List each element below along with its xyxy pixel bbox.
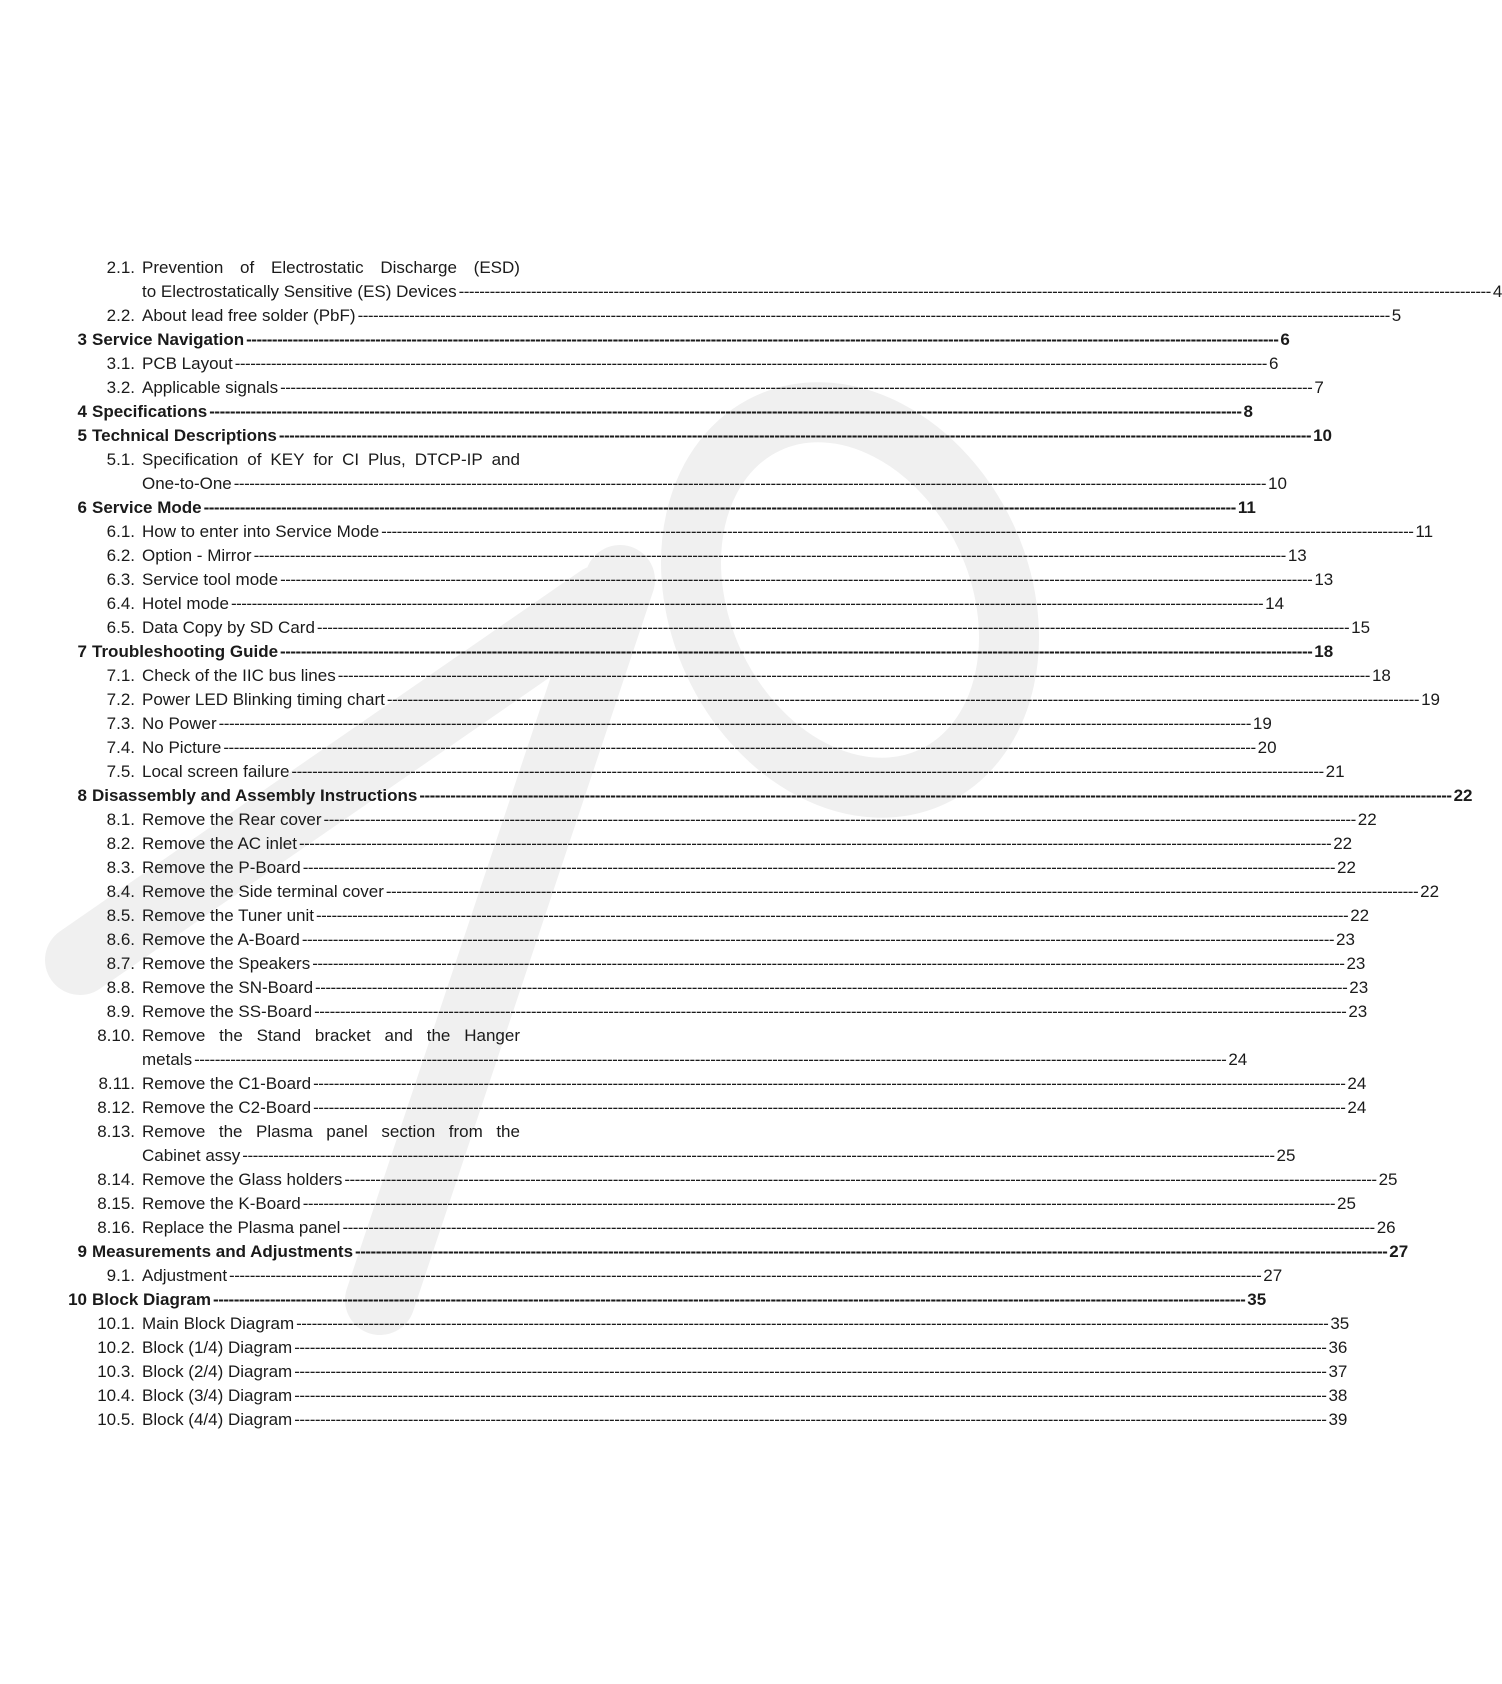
toc-entry-number: 8.12. <box>97 1098 135 1117</box>
toc-entry-title: Service tool mode <box>142 570 279 589</box>
toc-subsection-row[interactable] <box>60 520 1434 544</box>
toc-page-number: 18 <box>1371 666 1391 685</box>
leader-dashes: -------------------------------------------------------------------------------------------------------------------------------------------------------------------------------------------------------- <box>209 402 1242 421</box>
toc-page-number: 4 <box>1492 282 1502 301</box>
toc-entry-number: 8.13. <box>97 1122 135 1141</box>
toc-section-row[interactable] <box>60 328 1290 352</box>
toc-entry-number: 8.10. <box>97 1026 135 1045</box>
toc-page-number: 14 <box>1265 594 1285 613</box>
toc-section-row[interactable] <box>60 1240 1409 1264</box>
toc-subsection-row[interactable] <box>60 664 1391 688</box>
toc-page-number: 5 <box>1391 306 1402 325</box>
leader-dashes: -------------------------------------------------------------------------------------------------------------------------------------------------------------------------------------------------------- <box>246 330 1279 349</box>
toc-page-number: 22 <box>1453 786 1473 805</box>
toc-page-number: 27 <box>1389 1242 1409 1261</box>
leader-dashes: -------------------------------------------------------------------------------------------------------------------------------------------------------------------------------------------------------- <box>298 834 1332 853</box>
toc-entry-title: Remove the Glass holders <box>142 1170 343 1189</box>
leader-dashes: -------------------------------------------------------------------------------------------------------------------------------------------------------------------------------------------------------- <box>302 858 1335 877</box>
toc-page-number: 23 <box>1346 954 1366 973</box>
toc-subsection-row[interactable] <box>60 280 1502 304</box>
toc-entry-title: Block (3/4) Diagram <box>142 1386 293 1405</box>
toc-entry-title: Troubleshooting Guide <box>92 642 279 661</box>
toc-subsection-row[interactable] <box>60 1120 562 1144</box>
toc-subsection-row[interactable] <box>60 1024 562 1048</box>
toc-subsection-row[interactable] <box>60 928 1355 952</box>
toc-entry-number: 8.15. <box>97 1194 135 1213</box>
toc-section-row[interactable] <box>60 1288 1267 1312</box>
toc-page-number: 6 <box>1268 354 1279 373</box>
leader-dashes: -------------------------------------------------------------------------------------------------------------------------------------------------------------------------------------------------------- <box>294 1362 1327 1381</box>
toc-entry-title: Technical Descriptions <box>92 426 277 445</box>
leader-dashes: -------------------------------------------------------------------------------------------------------------------------------------------------------------------------------------------------------- <box>229 1266 1262 1285</box>
toc-subsection-row[interactable] <box>60 1384 1348 1408</box>
toc-entry-title: metals <box>142 1050 193 1069</box>
toc-entry-title: Remove the C2-Board <box>142 1098 312 1117</box>
leader-dashes: -------------------------------------------------------------------------------------------------------------------------------------------------------------------------------------------------------- <box>280 570 1313 589</box>
toc-page-number: 22 <box>1336 858 1356 877</box>
toc-subsection-row[interactable] <box>60 1360 1348 1384</box>
toc-entry-title: Local screen failure <box>142 762 290 781</box>
toc-subsection-row[interactable] <box>60 1096 1367 1120</box>
toc-page-number: 13 <box>1287 546 1307 565</box>
toc-page-number: 15 <box>1351 618 1371 637</box>
toc-entry-number: 8.2. <box>106 834 135 853</box>
toc-entry-title: Remove the K-Board <box>142 1194 301 1213</box>
toc-entry-title: Remove the AC inlet <box>142 834 297 853</box>
toc-page-number: 7 <box>1314 378 1324 397</box>
leader-dashes: -------------------------------------------------------------------------------------------------------------------------------------------------------------------------------------------------------- <box>234 354 1267 373</box>
toc-subsection-row[interactable] <box>60 1264 1283 1288</box>
toc-entry-number: 6.4. <box>106 594 135 613</box>
toc-section-row[interactable] <box>60 400 1253 424</box>
toc-entry-number: 8.7. <box>106 954 135 973</box>
toc-page-number: 21 <box>1325 762 1345 781</box>
toc-page-number: 36 <box>1328 1338 1348 1357</box>
toc-page-number: 8 <box>1243 402 1253 421</box>
toc-subsection-row[interactable] <box>60 544 1307 568</box>
leader-dashes: -------------------------------------------------------------------------------------------------------------------------------------------------------------------------------------------------------- <box>316 618 1350 637</box>
toc-entry-number: 2.2. <box>106 306 135 325</box>
toc-entry-number: 8.6. <box>106 930 135 949</box>
toc-subsection-row[interactable] <box>60 1192 1356 1216</box>
leader-dashes: -------------------------------------------------------------------------------------------------------------------------------------------------------------------------------------------------------- <box>301 930 1335 949</box>
toc-page-number: 25 <box>1378 1170 1398 1189</box>
toc-entry-title: Specifications <box>92 402 208 421</box>
toc-entry-title: Remove the A-Board <box>142 930 300 949</box>
toc-subsection-row[interactable] <box>60 856 1356 880</box>
toc-entry-title: Data Copy by SD Card <box>142 618 315 637</box>
leader-dashes: -------------------------------------------------------------------------------------------------------------------------------------------------------------------------------------------------------- <box>296 1314 1329 1333</box>
toc-entry-title: Block Diagram <box>92 1290 212 1309</box>
leader-dashes: -------------------------------------------------------------------------------------------------------------------------------------------------------------------------------------------------------- <box>253 546 1286 565</box>
toc-page-number: 11 <box>1415 522 1434 541</box>
toc-page-number: 18 <box>1314 642 1334 661</box>
toc-page-number: 22 <box>1357 810 1377 829</box>
toc-entry-title: Measurements and Adjustments <box>92 1242 354 1261</box>
toc-entry-number: 6 <box>77 498 87 517</box>
toc-entry-number: 10 <box>68 1290 87 1309</box>
toc-entry-title: Service Navigation <box>92 330 245 349</box>
toc-subsection-row[interactable] <box>60 592 1285 616</box>
toc-subsection-row[interactable] <box>60 1000 1368 1024</box>
toc-entry-number: 10.5. <box>97 1410 135 1429</box>
leader-dashes: -------------------------------------------------------------------------------------------------------------------------------------------------------------------------------------------------------- <box>419 786 1452 805</box>
leader-dashes: -------------------------------------------------------------------------------------------------------------------------------------------------------------------------------------------------------- <box>242 1146 1275 1165</box>
toc-page-number: 23 <box>1349 978 1369 997</box>
toc-subsection-row[interactable] <box>60 304 1402 328</box>
toc-entry-title: No Picture <box>142 738 222 757</box>
leader-dashes: -------------------------------------------------------------------------------------------------------------------------------------------------------------------------------------------------------- <box>314 1002 1347 1021</box>
toc-entry-number: 5 <box>77 426 87 445</box>
toc-entry-number: 7.4. <box>106 738 135 757</box>
toc-subsection-row[interactable] <box>60 1312 1350 1336</box>
toc-entry-number: 6.2. <box>106 546 135 565</box>
toc-entry-number: 10.2. <box>97 1338 135 1357</box>
toc-entry-title: Remove the Speakers <box>142 954 311 973</box>
toc-subsection-row[interactable] <box>60 448 562 472</box>
leader-dashes: -------------------------------------------------------------------------------------------------------------------------------------------------------------------------------------------------------- <box>344 1170 1377 1189</box>
leader-dashes: -------------------------------------------------------------------------------------------------------------------------------------------------------------------------------------------------------- <box>203 498 1236 517</box>
toc-page-number: 11 <box>1237 498 1256 517</box>
leader-dashes: -------------------------------------------------------------------------------------------------------------------------------------------------------------------------------------------------------- <box>278 426 1312 445</box>
toc-subsection-row[interactable] <box>60 1072 1367 1096</box>
toc-entry-number: 9 <box>77 1242 87 1261</box>
toc-subsection-row[interactable] <box>60 1048 1248 1072</box>
toc-page-number: 24 <box>1347 1074 1367 1093</box>
toc-entry-number: 8 <box>77 786 87 805</box>
toc-page-number: 38 <box>1328 1386 1348 1405</box>
leader-dashes: -------------------------------------------------------------------------------------------------------------------------------------------------------------------------------------------------------- <box>337 666 1370 685</box>
toc-subsection-row[interactable] <box>60 376 1324 400</box>
toc-entry-title: Specification of KEY for CI Plus, DTCP-IP and <box>142 450 520 469</box>
toc-section-row[interactable] <box>60 784 1473 808</box>
toc-subsection-row[interactable] <box>60 736 1277 760</box>
toc-entry-title: Remove the Rear cover <box>142 810 322 829</box>
toc-subsection-row[interactable] <box>60 352 1279 376</box>
toc-page-number: 22 <box>1350 906 1370 925</box>
toc-entry-title: Hotel mode <box>142 594 229 613</box>
toc-entry-number: 3.2. <box>106 378 135 397</box>
toc-subsection-row[interactable] <box>60 568 1334 592</box>
toc-page-number: 25 <box>1336 1194 1356 1213</box>
leader-dashes: -------------------------------------------------------------------------------------------------------------------------------------------------------------------------------------------------------- <box>381 522 1414 541</box>
toc-entry-title: No Power <box>142 714 217 733</box>
toc-entry-number: 7.2. <box>106 690 135 709</box>
leader-dashes: -------------------------------------------------------------------------------------------------------------------------------------------------------------------------------------------------------- <box>213 1290 1246 1309</box>
toc-subsection-row[interactable] <box>60 1336 1348 1360</box>
toc-page-number: 22 <box>1420 882 1440 901</box>
toc-entry-number: 5.1. <box>106 450 135 469</box>
toc-entry-title: Block (4/4) Diagram <box>142 1410 293 1429</box>
toc-entry-title: Block (2/4) Diagram <box>142 1362 293 1381</box>
leader-dashes: -------------------------------------------------------------------------------------------------------------------------------------------------------------------------------------------------------- <box>342 1218 1375 1237</box>
toc-subsection-row[interactable] <box>60 256 562 280</box>
toc-entry-number: 7.1. <box>106 666 135 685</box>
toc-entry-title: About lead free solder (PbF) <box>142 306 356 325</box>
toc-entry-title: Remove the Tuner unit <box>142 906 314 925</box>
leader-dashes: -------------------------------------------------------------------------------------------------------------------------------------------------------------------------------------------------------- <box>458 282 1491 301</box>
toc-subsection-row[interactable] <box>60 832 1353 856</box>
toc-page-number: 37 <box>1328 1362 1348 1381</box>
toc-entry-number: 6.5. <box>106 618 135 637</box>
toc-entry-number: 8.1. <box>106 810 135 829</box>
toc-entry-number: 8.14. <box>97 1170 135 1189</box>
toc-subsection-row[interactable] <box>60 1408 1348 1432</box>
toc-entry-title: PCB Layout <box>142 354 233 373</box>
toc-page-number: 35 <box>1247 1290 1267 1309</box>
toc-subsection-row[interactable] <box>60 904 1370 928</box>
toc-subsection-row[interactable] <box>60 760 1345 784</box>
toc-page-number: 19 <box>1252 714 1272 733</box>
toc-entry-title: Power LED Blinking timing chart <box>142 690 385 709</box>
leader-dashes: -------------------------------------------------------------------------------------------------------------------------------------------------------------------------------------------------------- <box>218 714 1251 733</box>
toc-entry-number: 4 <box>77 402 87 421</box>
toc-entry-number: 10.4. <box>97 1386 135 1405</box>
toc-subsection-row[interactable] <box>60 712 1272 736</box>
toc-entry-title: Cabinet assy <box>142 1146 241 1165</box>
leader-dashes: -------------------------------------------------------------------------------------------------------------------------------------------------------------------------------------------------------- <box>294 1410 1327 1429</box>
toc-entry-number: 6.1. <box>106 522 135 541</box>
leader-dashes: -------------------------------------------------------------------------------------------------------------------------------------------------------------------------------------------------------- <box>294 1386 1327 1405</box>
toc-page-number: 26 <box>1376 1218 1396 1237</box>
toc-entry-title: Main Block Diagram <box>142 1314 295 1333</box>
toc-page-number: 6 <box>1280 330 1290 349</box>
leader-dashes: -------------------------------------------------------------------------------------------------------------------------------------------------------------------------------------------------------- <box>386 690 1420 709</box>
toc-subsection-row[interactable] <box>60 1216 1396 1240</box>
toc-entry-number: 10.3. <box>97 1362 135 1381</box>
leader-dashes: -------------------------------------------------------------------------------------------------------------------------------------------------------------------------------------------------------- <box>357 306 1390 325</box>
toc-entry-number: 8.9. <box>106 1002 135 1021</box>
leader-dashes: -------------------------------------------------------------------------------------------------------------------------------------------------------------------------------------------------------- <box>385 882 1419 901</box>
toc-entry-title: Remove the P-Board <box>142 858 301 877</box>
toc-page-number: 20 <box>1257 738 1277 757</box>
leader-dashes: -------------------------------------------------------------------------------------------------------------------------------------------------------------------------------------------------------- <box>313 1098 1346 1117</box>
toc-subsection-row[interactable] <box>60 616 1371 640</box>
toc-entry-number: 8.5. <box>106 906 135 925</box>
toc-entry-title: Remove the Side terminal cover <box>142 882 384 901</box>
toc-page-number: 27 <box>1263 1266 1283 1285</box>
toc-entry-number: 8.8. <box>106 978 135 997</box>
leader-dashes: -------------------------------------------------------------------------------------------------------------------------------------------------------------------------------------------------------- <box>323 810 1356 829</box>
toc-entry-number: 3 <box>77 330 87 349</box>
toc-page-number: 24 <box>1347 1098 1367 1117</box>
leader-dashes: -------------------------------------------------------------------------------------------------------------------------------------------------------------------------------------------------------- <box>230 594 1264 613</box>
toc-entry-title: Remove the SN-Board <box>142 978 314 997</box>
toc-page-number: 19 <box>1421 690 1440 709</box>
toc-entry-number: 7.3. <box>106 714 135 733</box>
toc-subsection-row[interactable] <box>60 688 1440 712</box>
toc-entry-number: 8.4. <box>106 882 135 901</box>
toc-page-number: 39 <box>1328 1410 1348 1429</box>
leader-dashes: -------------------------------------------------------------------------------------------------------------------------------------------------------------------------------------------------------- <box>280 642 1313 661</box>
toc-page-number: 35 <box>1330 1314 1350 1333</box>
toc-entry-number: 7.5. <box>106 762 135 781</box>
toc-section-row[interactable] <box>60 496 1256 520</box>
leader-dashes: -------------------------------------------------------------------------------------------------------------------------------------------------------------------------------------------------------- <box>233 474 1266 493</box>
toc-page-number: 10 <box>1268 474 1287 493</box>
leader-dashes: -------------------------------------------------------------------------------------------------------------------------------------------------------------------------------------------------------- <box>302 1194 1335 1213</box>
toc-entry-number: 6.3. <box>106 570 135 589</box>
leader-dashes: -------------------------------------------------------------------------------------------------------------------------------------------------------------------------------------------------------- <box>355 1242 1388 1261</box>
toc-page-number: 23 <box>1348 1002 1368 1021</box>
leader-dashes: -------------------------------------------------------------------------------------------------------------------------------------------------------------------------------------------------------- <box>312 954 1345 973</box>
toc-entry-number: 8.3. <box>106 858 135 877</box>
toc-subsection-row[interactable] <box>60 976 1369 1000</box>
toc-subsection-row[interactable] <box>60 472 1287 496</box>
toc-entry-number: 3.1. <box>106 354 135 373</box>
toc-entry-title: Check of the IIC bus lines <box>142 666 336 685</box>
toc-subsection-row[interactable] <box>60 808 1377 832</box>
toc-entry-title: One-to-One <box>142 474 232 493</box>
toc-page-number: 13 <box>1314 570 1334 589</box>
toc-page-number: 10 <box>1313 426 1333 445</box>
toc-entry-title: How to enter into Service Mode <box>142 522 380 541</box>
toc-entry-title: Remove the Stand bracket and the Hanger <box>142 1026 520 1045</box>
leader-dashes: -------------------------------------------------------------------------------------------------------------------------------------------------------------------------------------------------------- <box>313 1074 1346 1093</box>
toc-page-number: 25 <box>1276 1146 1296 1165</box>
toc-entry-number: 8.11. <box>98 1074 135 1093</box>
toc-page-number: 23 <box>1336 930 1355 949</box>
toc-entry-number: 2.1. <box>106 258 135 277</box>
leader-dashes: -------------------------------------------------------------------------------------------------------------------------------------------------------------------------------------------------------- <box>194 1050 1227 1069</box>
toc-entry-title: Replace the Plasma panel <box>142 1218 341 1237</box>
toc-section-row[interactable] <box>60 424 1333 448</box>
toc-entry-title: Block (1/4) Diagram <box>142 1338 293 1357</box>
toc-section-row[interactable] <box>60 640 1334 664</box>
toc-subsection-row[interactable] <box>60 880 1440 904</box>
toc-subsection-row[interactable] <box>60 952 1366 976</box>
toc-page-number: 22 <box>1333 834 1353 853</box>
leader-dashes: -------------------------------------------------------------------------------------------------------------------------------------------------------------------------------------------------------- <box>223 738 1256 757</box>
toc-entry-title: Prevention of Electrostatic Discharge (ESD) <box>142 258 520 277</box>
toc-entry-number: 7 <box>77 642 87 661</box>
leader-dashes: -------------------------------------------------------------------------------------------------------------------------------------------------------------------------------------------------------- <box>294 1338 1327 1357</box>
toc-entry-title: Adjustment <box>142 1266 228 1285</box>
toc-page-number: 24 <box>1228 1050 1248 1069</box>
toc-entry-title: Service Mode <box>92 498 202 517</box>
toc-entry-title: Remove the Plasma panel section from the <box>142 1122 520 1141</box>
toc-subsection-row[interactable] <box>60 1168 1398 1192</box>
toc-entry-title: Option - Mirror <box>142 546 252 565</box>
table-of-contents <box>60 256 1502 1432</box>
leader-dashes: -------------------------------------------------------------------------------------------------------------------------------------------------------------------------------------------------------- <box>315 906 1349 925</box>
leader-dashes: -------------------------------------------------------------------------------------------------------------------------------------------------------------------------------------------------------- <box>315 978 1348 997</box>
leader-dashes: -------------------------------------------------------------------------------------------------------------------------------------------------------------------------------------------------------- <box>291 762 1324 781</box>
toc-entry-title: Disassembly and Assembly Instructions <box>92 786 418 805</box>
toc-entry-title: Applicable signals <box>142 378 279 397</box>
toc-entry-number: 10.1. <box>97 1314 135 1333</box>
toc-entry-title: Remove the C1-Board <box>142 1074 312 1093</box>
toc-entry-number: 8.16. <box>97 1218 135 1237</box>
toc-subsection-row[interactable] <box>60 1144 1296 1168</box>
toc-entry-number: 9.1. <box>106 1266 135 1285</box>
toc-entry-title: Remove the SS-Board <box>142 1002 313 1021</box>
leader-dashes: -------------------------------------------------------------------------------------------------------------------------------------------------------------------------------------------------------- <box>280 378 1313 397</box>
toc-entry-title: to Electrostatically Sensitive (ES) Devices <box>142 282 457 301</box>
